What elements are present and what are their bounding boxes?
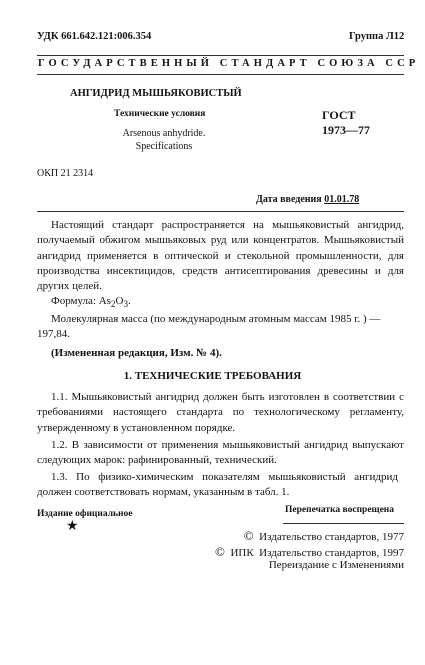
bottom-rule (37, 74, 404, 75)
reissue-note: Переиздание с Изменениями (268, 559, 404, 571)
star-icon: ★ (66, 519, 79, 534)
section-title: 1. ТЕХНИЧЕСКИЕ ТРЕБОВАНИЯ (123, 370, 302, 382)
reprint-prohibited: Перепечатка воспрещена (285, 505, 395, 515)
formula-sub-as: 2 (110, 299, 116, 310)
copyright-icon: © (215, 544, 225, 559)
formula-line (51, 295, 131, 309)
top-rule (37, 55, 404, 56)
udk-code: УДК 661.642.121:006.354 (37, 31, 152, 42)
document-title: АНГИДРИД МЫШЬЯКОВИСТЫЙ (70, 88, 242, 99)
clause-1-2: 1.2. В зависимости от применения мышьяковистый ангидрид выпускают следующих марок: рафинированный, технический. (37, 439, 404, 467)
copyright-icon: © (243, 528, 254, 543)
ipk-label: ИПК (230, 547, 254, 559)
copyright-1997 (215, 544, 404, 560)
effective-date (256, 194, 359, 205)
copyright-1977 (244, 528, 404, 544)
gost-number: 1973—77 (322, 123, 370, 137)
formula-as: As (98, 295, 111, 307)
copyright-1977-text: Издательство стандартов, 1977 (259, 531, 404, 543)
gost-designation (322, 108, 370, 138)
english-title-line2: Specifications (135, 141, 193, 152)
effective-date-value: 01.01.78 (324, 194, 360, 205)
okp-code: ОКП 21 2314 (37, 168, 94, 179)
reprint-rule (283, 523, 404, 524)
formula-o: O (115, 295, 124, 307)
date-rule (37, 211, 404, 212)
official-edition: Издание официальное (37, 509, 133, 519)
molar-mass-line1: Молекулярная масса (по международным атомным массам 1985 г. ) — (51, 313, 381, 325)
clause-1-3: 1.3. По физико-химическим показателям мышьяковистый ангидрид должен соответствовать нормам, указанным в табл. 1. (37, 471, 398, 499)
changed-edition-note: (Измененная редакция, Изм. № 4). (51, 347, 222, 359)
effective-date-label: Дата введения (256, 194, 322, 205)
clause-1-1: 1.1. Мышьяковистый ангидрид должен быть изготовлен в соответствии с требованиями настоящего стандарта по технологическому регламенту, утвержденному в установленном порядке. (37, 391, 404, 434)
document-subtitle: Технические условия (114, 109, 206, 119)
copyright-1997-text: Издательство стандартов, 1997 (259, 547, 404, 559)
formula-label: Формула: (51, 295, 99, 307)
formula-end: . (128, 295, 131, 307)
group-code: Группа Л12 (349, 31, 405, 42)
gost-label: ГОСТ (322, 108, 356, 122)
english-title-line1: Arsenous anhydride. (122, 128, 206, 139)
formula-sub-o: 3 (123, 299, 129, 310)
standard-banner: ГОСУДАРСТВЕННЫЙ СТАНДАРТ СОЮЗА ССР (38, 58, 420, 69)
intro-paragraph: Настоящий стандарт распространяется на мышьяковистый ангидрид, получаемый обжигом мышьяковых руд или концентратов. Мышьяковистый ангидрид применяется в оптической и стекольной промышленности, для производства инсектицидов, средств антисептирования древесины и для других целей. (37, 219, 404, 293)
molar-mass-line2: 197,84. (37, 328, 70, 340)
